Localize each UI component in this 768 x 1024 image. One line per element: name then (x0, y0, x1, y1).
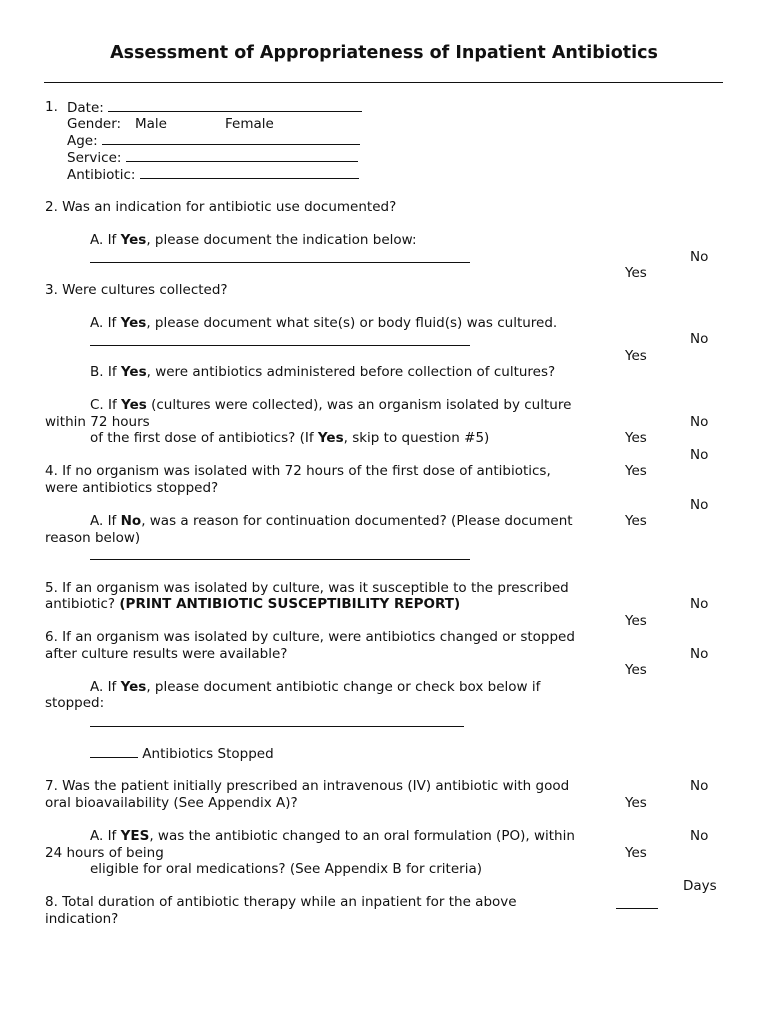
q6-line2: after culture results were available? (45, 646, 288, 662)
q7-a-text: A. If YES, was the antibiotic changed to an oral formulation (PO), within (90, 828, 575, 844)
q6-a-text: A. If Yes, please document antibiotic change or check box below if (90, 679, 541, 695)
q8-line1: 8. Total duration of antibiotic therapy while an inpatient for the above (45, 894, 517, 910)
gender-female-option[interactable]: Female (225, 116, 274, 132)
q6-no-option[interactable]: No (690, 646, 709, 662)
date-row (67, 99, 362, 117)
q3-c-yes-option[interactable]: Yes (625, 430, 647, 446)
form-title: Assessment of Appropriateness of Inpatient Antibiotics (110, 43, 658, 63)
q5-yes-option[interactable]: Yes (625, 613, 647, 629)
q4-line2: were antibiotics stopped? (45, 480, 219, 496)
q4-a-no-option[interactable]: No (690, 497, 709, 513)
q7-line2: oral bioavailability (See Appendix A)? (45, 795, 298, 811)
gender-row (67, 116, 121, 133)
date-label: Date: (67, 100, 104, 116)
q4-line1: 4. If no organism was isolated with 72 hours of the first dose of antibiotics, (45, 463, 551, 479)
q4-a-line2: reason below) (45, 530, 141, 546)
antibiotic-label: Antibiotic: (67, 167, 136, 183)
q8-days-field[interactable] (616, 896, 658, 909)
antibiotic-field[interactable] (140, 166, 359, 179)
q3-text: 3. Were cultures collected? (45, 282, 228, 298)
antibiotics-stopped-check[interactable] (90, 745, 138, 758)
antibiotics-stopped-label: Antibiotics Stopped (142, 746, 274, 762)
q6-a-line2: stopped: (45, 695, 105, 711)
q3-c-text: C. If Yes (cultures were collected), was an organism isolated by culture (90, 397, 572, 413)
q4-no-option[interactable]: No (690, 447, 709, 463)
q6-yes-option[interactable]: Yes (625, 662, 647, 678)
q3-c-no-option[interactable]: No (690, 414, 709, 430)
q7-a-yes-option[interactable]: Yes (625, 845, 647, 861)
q4-a-yes-option[interactable]: Yes (625, 513, 647, 529)
q6-change-field[interactable] (90, 714, 464, 727)
date-field[interactable] (108, 99, 362, 112)
q4-yes-option[interactable]: Yes (625, 463, 647, 479)
gender-male-option[interactable]: Male (135, 116, 167, 132)
q3-c-line2: within 72 hours (45, 414, 150, 430)
service-field[interactable] (126, 149, 358, 162)
q5-no-option[interactable]: No (690, 596, 709, 612)
q7-line1: 7. Was the patient initially prescribed an intravenous (IV) antibiotic with good (45, 778, 570, 794)
q5-line1: 5. If an organism was isolated by culture, was it susceptible to the prescribed (45, 580, 569, 596)
q3-site-field[interactable] (90, 333, 470, 346)
q1-number: 1. (45, 99, 58, 115)
q2-indication-field[interactable] (90, 250, 470, 263)
age-field[interactable] (102, 132, 360, 145)
q3-b-text: B. If Yes, were antibiotics administered before collection of cultures? (90, 364, 556, 380)
q8-line2: indication? (45, 911, 119, 927)
q7-yes-option[interactable]: Yes (625, 795, 647, 811)
age-row (67, 132, 360, 150)
q3-c-line3: of the first dose of antibiotics? (If Yes, skip to question #5) (90, 430, 490, 446)
q7-a-line2: 24 hours of being (45, 845, 164, 861)
q7-no-option[interactable]: No (690, 778, 709, 794)
q5-line2: antibiotic? (PRINT ANTIBIOTIC SUSCEPTIBILITY REPORT) (45, 596, 461, 612)
q2-no-option[interactable]: No (690, 249, 709, 265)
service-label: Service: (67, 150, 122, 166)
service-row (67, 149, 358, 167)
q6-line1: 6. If an organism was isolated by culture, were antibiotics changed or stopped (45, 629, 575, 645)
antibiotic-row (67, 166, 359, 184)
title-divider (44, 82, 723, 83)
q2-a-text: A. If Yes, please document the indication below: (90, 232, 417, 248)
antibiotics-stopped-row (90, 745, 274, 763)
gender-label: Gender: (67, 116, 122, 132)
q2-yes-option[interactable]: Yes (625, 265, 647, 281)
q8-days-label: Days (683, 878, 717, 894)
age-label: Age: (67, 133, 98, 149)
q3-a-no-option[interactable]: No (690, 331, 709, 347)
q3-a-yes-option[interactable]: Yes (625, 348, 647, 364)
q4-a-text: A. If No, was a reason for continuation documented? (Please document (90, 513, 573, 529)
q3-a-text: A. If Yes, please document what site(s) or body fluid(s) was cultured. (90, 315, 558, 331)
q2-text: 2. Was an indication for antibiotic use documented? (45, 199, 397, 215)
q4-reason-field[interactable] (90, 547, 470, 560)
q7-a-no-option[interactable]: No (690, 828, 709, 844)
q7-a-line3: eligible for oral medications? (See Appendix B for criteria) (90, 861, 482, 877)
